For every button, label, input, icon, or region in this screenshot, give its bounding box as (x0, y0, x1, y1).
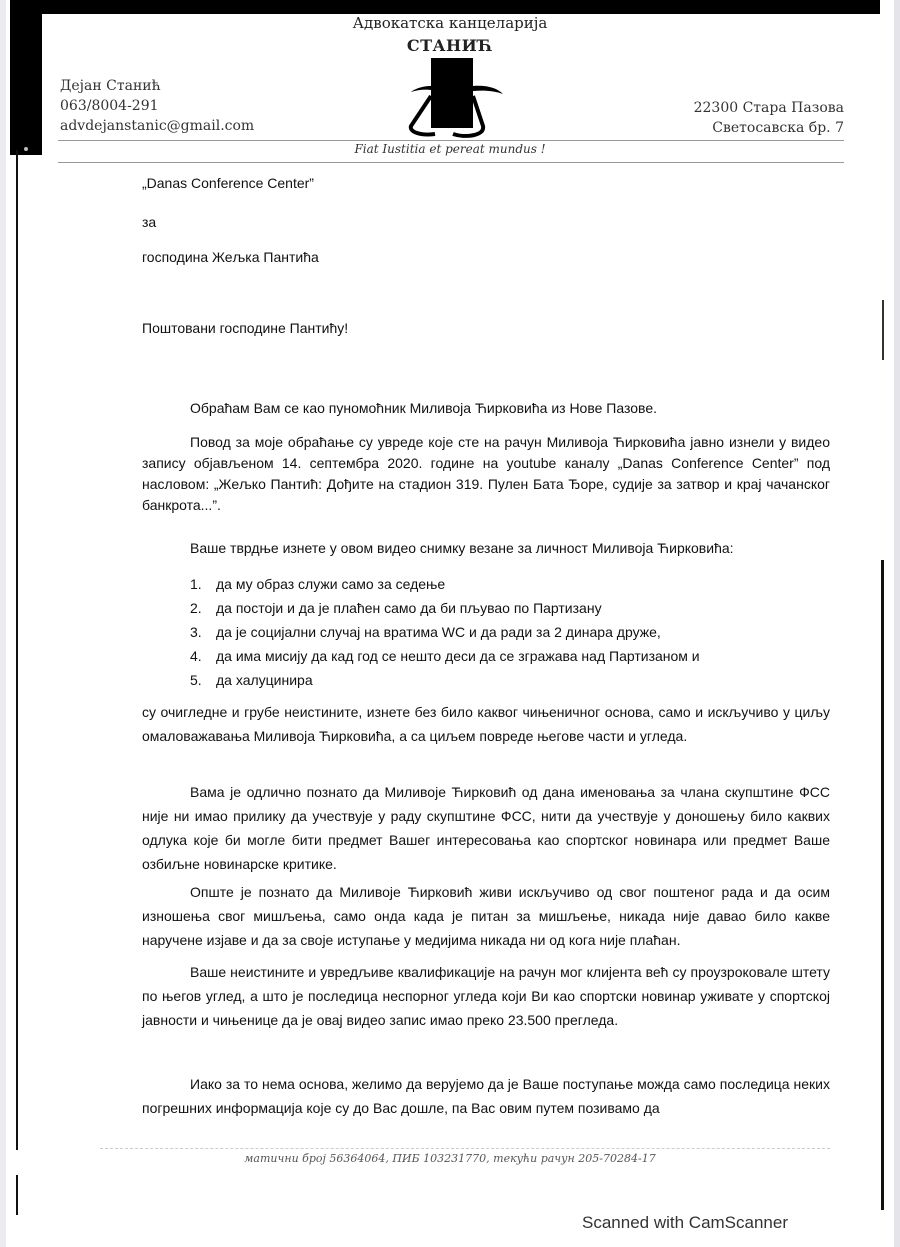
letterhead-rule-bottom (58, 162, 844, 163)
paragraph-falsehoods: су очигледне и грубе неистините, изнете без било каквог чињеничног основа, само и искључиво у циљу омаловажавања Миливоја Ћирковића, а са циљем повреде његове части и угледа. (142, 704, 830, 744)
recipient-person: господина Жељка Пантића (142, 249, 319, 265)
letterhead-address (694, 98, 844, 138)
paragraph-fss-assembly: Вама је одлично познато да Миливоје Ћирковић од дана именовања за члана скупштине ФСС није ни имао прилику да учествује у раду скупштине ФСС, нити да учествује у доношењу било каквих одлука које би могле бити предмет Вашег интересовања као спортског новинара или предмет Ваше озбиљне новинарске критике. (142, 784, 830, 872)
salutation: Поштовани господине Пантићу! (142, 320, 349, 336)
scan-edge-left-lower (16, 1175, 18, 1215)
scales-of-justice-icon (405, 56, 505, 140)
paragraph-honest-work: Опште је познато да Миливоје Ћирковић живи искључиво од свог поштеног рада и да осим изношења свог мишљења, само онда када је питан за мишљење, никада није давао било какве наручене изјаве и да за своје иступање у медијима никада ни од кога није плаћан. (142, 884, 830, 948)
letterhead-motto: Fiat Iustitia et pereat mundus ! (354, 142, 546, 156)
paragraph-occasion: Повод за моје обраћање су увреде које сте на рачун Миливоја Ћирковића јавно изнели у видео запису објављеном 14. септембра 2020. године на youtube каналу „Danas Conference Center” под насловом: „Жељко Пантић: Дођите на стадион 319. Пулен Бата Ђоре, судије за затвор и крај чачанског банкрота...”. (142, 434, 830, 513)
scan-edge-right-upper (882, 300, 884, 360)
claim-item: 1. да му образ служи само за седење (190, 576, 446, 592)
claim-item: 2. да постоји и да је плаћен само да би пљувао по Партизану (190, 600, 602, 616)
contact-person: Дејан Станић (60, 78, 161, 94)
address-line-2: Светосавска бр. 7 (712, 120, 844, 136)
scan-edge-right (881, 560, 884, 1210)
recipient-for: за (142, 214, 157, 230)
letterhead-office: Адвокатска канцеларија (352, 14, 548, 32)
footer-rule (100, 1148, 830, 1149)
paragraph-damage: Ваше неистините и увредљиве квалификације на рачун мог клијента већ су проузроковале штету по његов углед, а што је последица неспорног угледа који Ви као спортски новинар уживате у спортској јавности и чињенице да је овај видео запис имао преко 23.500 прегледа. (142, 964, 830, 1028)
claim-item: 4. да има мисију да кад год се нешто деси да се згражава над Партизаном и (190, 648, 700, 664)
viewer-margin (894, 0, 900, 1247)
paragraph-invitation: Иако за то нема основа, желимо да верујемо да је Ваше поступање можда само последица неких погрешних информација које су до Вас дошле, па Вас овим путем позивамо да (142, 1076, 830, 1116)
scan-edge-left (16, 150, 18, 1150)
letterhead-contact (60, 76, 254, 136)
claim-item: 5. да халуцинира (190, 672, 313, 688)
contact-email: advdejanstanic@gmail.com (60, 118, 255, 134)
claims-list (190, 572, 700, 692)
letterhead-rule-top (58, 140, 844, 141)
paragraph-claims-intro: Ваше тврдње изнете у овом видео снимку везане за личност Миливоја Ћирковића: (190, 540, 734, 556)
footer-registry: матични број 56364064, ПИБ 103231770, текући рачун 205-70284-17 (244, 1152, 656, 1165)
letterhead-firm-name: СТАНИЋ (406, 36, 494, 55)
recipient-organization: „Danas Conference Center” (142, 175, 314, 191)
scan-border-top (10, 0, 880, 14)
claim-item: 3. да је социјални случај на вратима WC и да ради за 2 динара друже, (190, 624, 661, 640)
camscanner-watermark: Scanned with CamScanner (582, 1213, 789, 1232)
contact-phone: 063/8004-291 (60, 98, 159, 114)
address-line-1: 22300 Стара Пазова (693, 100, 844, 116)
paragraph-intro: Обраћам Вам се као пуномоћник Миливоја Ћирковића из Нове Пазове. (190, 400, 657, 416)
